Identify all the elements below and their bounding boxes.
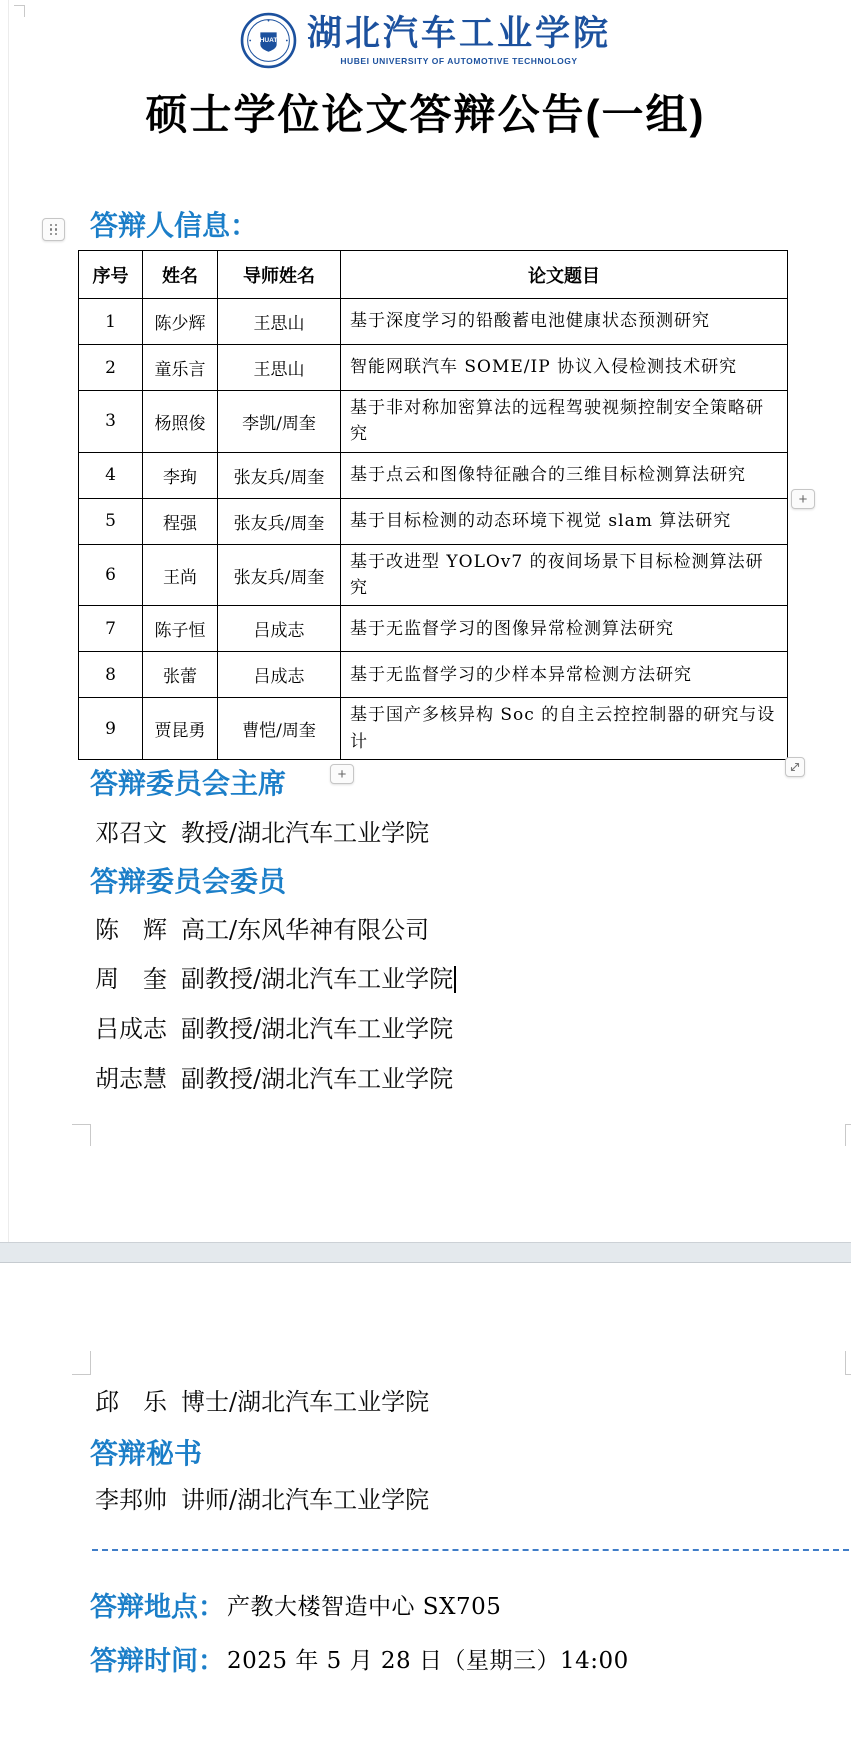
insert-row-button[interactable] — [330, 764, 354, 784]
table-cell: 5 — [79, 498, 143, 544]
person-affiliation: 副教授/湖北汽车工业学院 — [181, 965, 454, 993]
text-boundary-mark — [90, 1124, 91, 1146]
person-name: 李邦帅 — [95, 1486, 167, 1514]
table-resize-handle[interactable] — [785, 757, 805, 777]
location-label: 答辩地点 — [90, 1592, 198, 1622]
table-row — [79, 606, 788, 652]
member-person — [95, 1014, 453, 1044]
drag-dots-icon — [50, 224, 58, 236]
col-header-no: 序号 — [79, 251, 143, 299]
text-boundary-mark — [90, 1351, 91, 1375]
table-cell: 基于点云和图像特征融合的三维目标检测算法研究 — [341, 452, 788, 498]
person-affiliation: 教授/湖北汽车工业学院 — [181, 819, 430, 847]
table-cell: 贾昆勇 — [143, 698, 218, 760]
table-cell: 张蕾 — [143, 652, 218, 698]
text-boundary-mark — [845, 1374, 851, 1375]
member-person — [95, 915, 429, 945]
table-cell: 曹恺/周奎 — [218, 698, 341, 760]
defenders-heading: 答辩人信息： — [90, 210, 259, 241]
table-cell: 陈子恒 — [143, 606, 218, 652]
table-cell: 基于无监督学习的图像异常检测算法研究 — [341, 606, 788, 652]
person-affiliation: 高工/东风华神有限公司 — [181, 916, 430, 944]
table-header-row — [79, 251, 788, 299]
table-cell: 吕成志 — [218, 606, 341, 652]
table-cell: 基于深度学习的铅酸蓄电池健康状态预测研究 — [341, 299, 788, 345]
insert-column-button[interactable] — [791, 489, 815, 509]
table-cell: 杨照俊 — [143, 391, 218, 453]
person-name: 陈 辉 — [95, 916, 167, 944]
defense-time-line — [90, 1639, 629, 1678]
secretary-heading: 答辩秘书 — [90, 1438, 203, 1469]
text-boundary-mark — [72, 1124, 91, 1125]
person-affiliation: 博士/湖北汽车工业学院 — [181, 1388, 430, 1416]
table-cell: 基于目标检测的动态环境下视觉 slam 算法研究 — [341, 498, 788, 544]
university-name-cn: 湖北汽车工业学院 — [306, 13, 611, 55]
col-header-name: 姓名 — [143, 251, 218, 299]
table-cell: 张友兵/周奎 — [218, 498, 341, 544]
text-boundary-mark — [845, 1124, 846, 1146]
table-cell: 基于国产多核异构 Soc 的自主云控控制器的研究与设计 — [341, 698, 788, 760]
table-row — [79, 698, 788, 760]
table-cell: 童乐言 — [143, 345, 218, 391]
member-person — [95, 964, 456, 994]
table-cell: 3 — [79, 391, 143, 453]
table-cell: 7 — [79, 606, 143, 652]
location-value: 产教大楼智造中心 SX705 — [227, 1594, 502, 1620]
plus-icon: + — [337, 765, 347, 783]
person-affiliation: 副教授/湖北汽车工业学院 — [181, 1065, 454, 1093]
document-title: 硕士学位论文答辩公告(一组) — [145, 91, 706, 138]
table-cell: 基于非对称加密算法的远程驾驶视频控制安全策略研究 — [341, 391, 788, 453]
table-cell: 李凯/周奎 — [218, 391, 341, 453]
col-header-title: 论文题目 — [341, 251, 788, 299]
resize-arrow-icon — [789, 761, 801, 773]
chair-heading: 答辩委员会主席 — [90, 768, 287, 799]
chair-person — [95, 818, 429, 848]
university-logo — [0, 12, 851, 69]
table-cell: 王思山 — [218, 299, 341, 345]
table-cell: 基于无监督学习的少样本异常检测方法研究 — [341, 652, 788, 698]
text-boundary-mark — [845, 1351, 846, 1375]
member-person — [95, 1387, 429, 1417]
col-header-advisor: 导师姓名 — [218, 251, 341, 299]
person-affiliation: 副教授/湖北汽车工业学院 — [181, 1015, 454, 1043]
table-row — [79, 652, 788, 698]
page-edge-line — [8, 0, 9, 1242]
table-cell: 基于改进型 YOLOv7 的夜间场景下目标检测算法研究 — [341, 544, 788, 606]
table-cell: 陈少辉 — [143, 299, 218, 345]
table-cell: 李珣 — [143, 452, 218, 498]
text-boundary-mark — [14, 5, 24, 6]
table-cell: 张友兵/周奎 — [218, 544, 341, 606]
person-name: 周 奎 — [95, 965, 167, 993]
time-label: 答辩时间 — [90, 1646, 198, 1676]
text-boundary-mark — [72, 1374, 91, 1375]
dashed-divider — [92, 1549, 849, 1551]
members-heading: 答辩委员会委员 — [90, 866, 287, 897]
table-cell: 6 — [79, 544, 143, 606]
defenders-table — [78, 250, 788, 760]
plus-icon: + — [798, 490, 808, 508]
text-cursor — [454, 966, 456, 993]
table-cell: 8 — [79, 652, 143, 698]
university-emblem-icon — [240, 12, 297, 69]
table-row — [79, 299, 788, 345]
table-row — [79, 345, 788, 391]
person-affiliation: 讲师/湖北汽车工业学院 — [181, 1486, 430, 1514]
table-cell: 王思山 — [218, 345, 341, 391]
colon: ： — [198, 1592, 225, 1622]
colon: ： — [198, 1646, 225, 1676]
table-drag-handle[interactable] — [42, 218, 65, 241]
time-value: 2025 年 5 月 28 日（星期三）14:00 — [227, 1648, 629, 1674]
table-cell: 9 — [79, 698, 143, 760]
person-name: 邓召文 — [95, 819, 167, 847]
table-cell: 4 — [79, 452, 143, 498]
table-cell: 1 — [79, 299, 143, 345]
table-cell: 智能网联汽车 SOME/IP 协议入侵检测技术研究 — [341, 345, 788, 391]
university-name-en: HUBEI UNIVERSITY OF AUTOMOTIVE TECHNOLOGY — [340, 55, 578, 66]
table-row — [79, 452, 788, 498]
person-name: 邱 乐 — [95, 1388, 167, 1416]
defense-location-line — [90, 1585, 501, 1624]
table-cell: 2 — [79, 345, 143, 391]
table-row — [79, 391, 788, 453]
page-break-divider — [0, 1242, 851, 1263]
table-cell: 程强 — [143, 498, 218, 544]
table-cell: 吕成志 — [218, 652, 341, 698]
person-name: 胡志慧 — [95, 1065, 167, 1093]
table-cell: 王尚 — [143, 544, 218, 606]
table-row — [79, 544, 788, 606]
table-cell: 张友兵/周奎 — [218, 452, 341, 498]
member-person — [95, 1064, 453, 1094]
person-name: 吕成志 — [95, 1015, 167, 1043]
table-row — [79, 498, 788, 544]
svg-text:HUAT: HUAT — [259, 37, 278, 45]
secretary-person — [95, 1485, 429, 1515]
